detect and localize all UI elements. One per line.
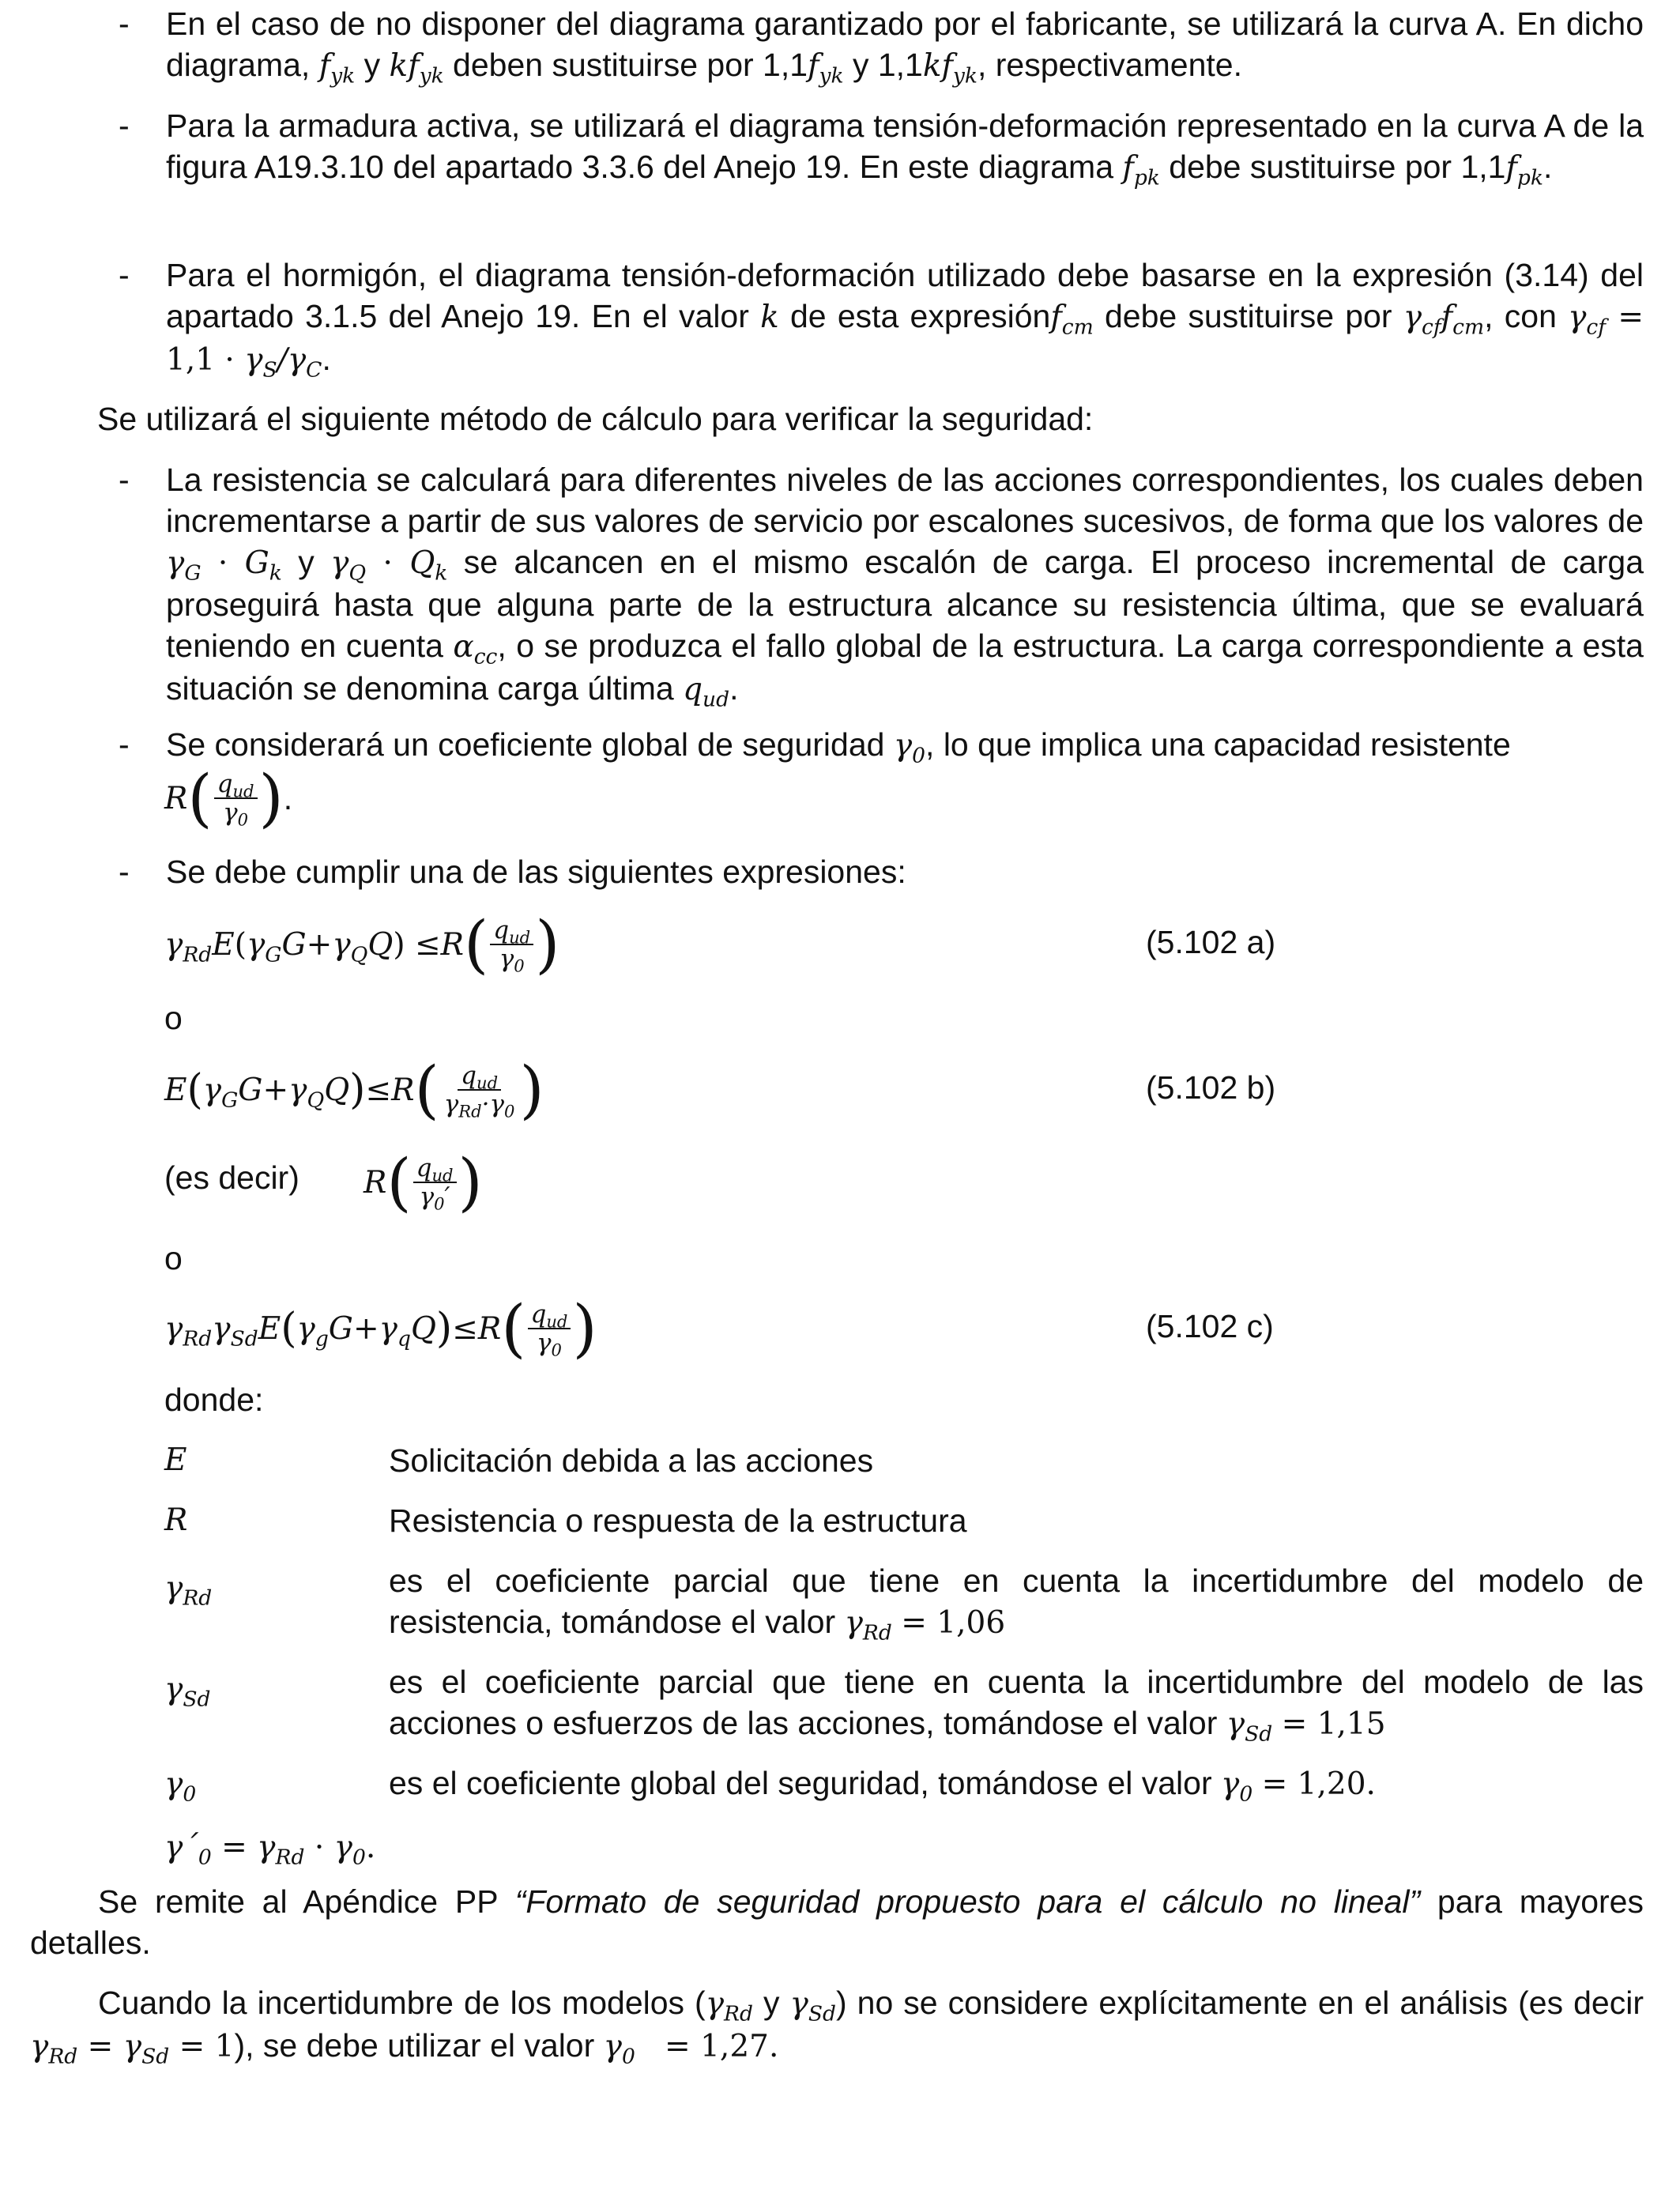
bullet-expresiones: Se debe cumplir una de las siguientes expresiones: <box>166 854 906 890</box>
equation-label-c: (5.102 c) <box>1146 1308 1274 1344</box>
appendix-reference: Se remite al Apéndice PP “Formato de seguridad propuesto para el cálculo no lineal” para mayores detalles. <box>30 1883 1644 1961</box>
donde-label: donde: <box>164 1382 264 1418</box>
bullet-resistencia-incremental: La resistencia se calculará para diferentes niveles de las acciones correspondientes, los cuales deben incrementarse a partir de sus valores de servicio por escalones sucesivos, de forma que los valores de $\gamma_G \cdot G_k$ y $\gamma_Q \cdot Q_k$ se alcancen en el mismo escalón de carga. El proceso incremental de carga proseguirá hasta que alguna parte de la estructura alcance su resistencia última, que se evaluará teniendo en cuenta $\alpha_{cc}$, o se produzca el fallo global de la estructura. La carga correspondiente a esta situación se denomina carga última $q_{ud}$. <box>166 462 1644 712</box>
bullet-coeficiente-global: Se considerará un coeficiente global de seguridad $\gamma_0$, lo que implica una capacidad resistente <box>166 726 1511 768</box>
final-paragraph: Cuando la incertidumbre de los modelos ($\gamma_{Rd}$ y $\gamma_{Sd}$) no se considere explícitamente en el análisis (es decir $\gamma_{Rd} = \gamma_{Sd} = 1$), se debe utilizar el valor $\gamma_0$ = 1,27. <box>30 1985 1644 2069</box>
method-intro: Se utilizará el siguiente método de cálculo para verificar la seguridad: <box>97 401 1094 437</box>
def-symbol-R: R <box>164 1502 188 1538</box>
bullet-fabricante-diagram: En el caso de no disponer del diagrama garantizado por el fabricante, se utilizará la curva A. En dicho diagrama, $f_{yk}$ y $kf_{yk}$ deben sustituirse por $1,1f_{yk}$ y $1,1kf_{yk}$, respectivamente. <box>166 6 1644 89</box>
def-text-gamma-sd: es el coeficiente parcial que tiene en cuenta la incertidumbre del modelo de las acciones o esfuerzos de las acciones, tomándose el valor $\gamma_{Sd} = 1,15$ <box>389 1664 1644 1747</box>
def-symbol-E: E <box>164 1442 187 1478</box>
def-text-gamma-rd: es el coeficiente parcial que tiene en cuenta la incertidumbre del modelo de resistencia, tomándose el valor $\gamma_{Rd} = 1,06$ <box>389 1563 1644 1646</box>
def-text-R: Resistencia o respuesta de la estructura <box>389 1502 967 1539</box>
bullet-dash: - <box>119 257 130 293</box>
def-text-E: Solicitación debida a las acciones <box>389 1442 874 1479</box>
equation-label-b: (5.102 b) <box>1146 1069 1276 1106</box>
def-text-gamma-0: es el coeficiente global del seguridad, tomándose el valor $\gamma_0 = 1,20$. <box>389 1765 1376 1807</box>
equation-5-102-b: E ( $\gamma_GG$ + $\gamma_QQ$ ) ≤ R ( $\frac{q_{ud}}{\gamma_{Rd}\cdot\gamma_0}$ ) <box>164 1053 544 1126</box>
bullet-hormigon: Para el hormigón, el diagrama tensión-deformación utilizado debe basarse en la expresión (3.14) del apartado 3.1.5 del Anejo 19. En el valor k de esta expresiónf$_{cm}$ debe sustituirse por $\gamma_{cf}f_{cm}$, con $\gamma_{cf} = 1,1 \cdot \gamma_S/\gamma_C$. <box>166 257 1644 383</box>
equation-label-a: (5.102 a) <box>1146 924 1276 960</box>
equation-gamma-prime: R ( $\frac{q_{ud}}{\gamma_0'}$ ) <box>363 1145 483 1219</box>
def-symbol-gamma-0: $\gamma_0$ <box>164 1766 197 1807</box>
bullet-armadura-activa: Para la armadura activa, se utilizará el diagrama tensión-deformación representado en la curva A de la figura A19.3.10 del apartado 3.3.6 del Anejo 19. En este diagrama $f_{pk}$ debe sustituirse por $1,1f_{pk}$. <box>166 107 1644 190</box>
def-symbol-gamma-sd: $\gamma_{Sd}$ <box>164 1672 211 1712</box>
or-separator: o <box>164 1000 183 1036</box>
bullet-dash: - <box>119 6 130 42</box>
def-symbol-gamma-rd: $\gamma_{Rd}$ <box>164 1570 213 1611</box>
gamma-prime-definition: $\gamma´_0 = \gamma_{Rd} \cdot \gamma_0$. <box>164 1830 376 1870</box>
or-separator: o <box>164 1240 183 1276</box>
es-decir-label: (es decir) <box>164 1159 299 1196</box>
bullet-dash: - <box>119 107 130 144</box>
bullet-dash: - <box>119 854 130 890</box>
equation-5-102-a: $\gamma_{Rd}E$ ( $\gamma_GG$ + $\gamma_QQ$ ) ≤ R ( $\frac{q_{ud}}{\gamma_0}$ ) <box>164 907 560 981</box>
capacity-expression: R ( $\frac{q_{ud}}{\gamma_0}$ ) . <box>164 761 293 835</box>
bullet-dash: - <box>119 726 130 763</box>
equation-5-102-c: $\gamma_{Rd}\gamma_{Sd}E$ ( $\gamma_gG$ + $\gamma_qQ$ ) ≤ R ( $\frac{q_{ud}}{\gamma_0}$ ) <box>164 1291 597 1365</box>
bullet-dash: - <box>119 462 130 498</box>
